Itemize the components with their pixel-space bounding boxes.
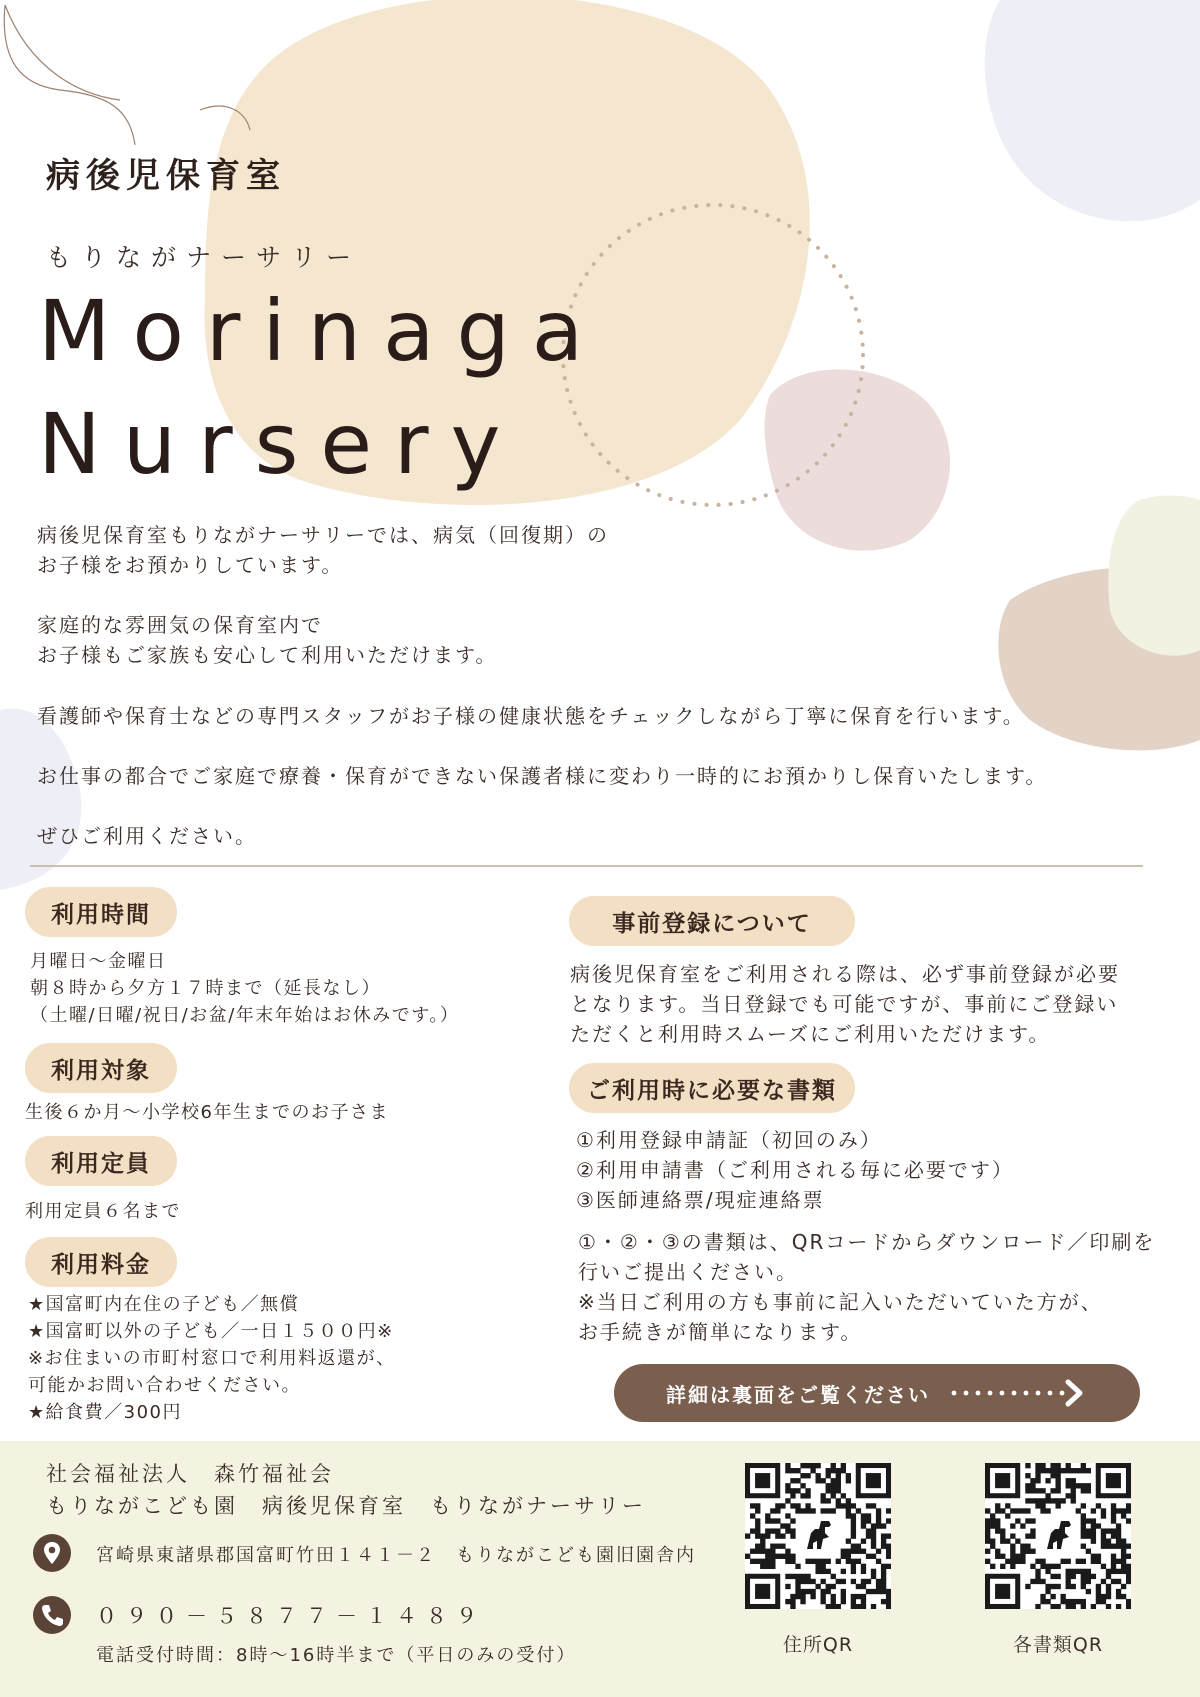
fee-line1: ★国富町内在住の子ども／無償: [28, 1294, 300, 1315]
registration-label: 事前登録について: [569, 896, 855, 946]
documents-note4: お手続きが簡単になります。: [578, 1320, 863, 1344]
phone-number: ０９０－５８７７－１４８９: [96, 1604, 486, 1628]
intro-p1-line1: 病後児保育室もりながナーサリーでは、病気（回復期）の: [37, 523, 609, 547]
lavender-blob-left: [0, 708, 81, 890]
capacity-line1: 利用定員６名まで: [25, 1201, 181, 1222]
documents-qr-label: 各書類QR: [1012, 1634, 1104, 1656]
documents-note2: 行いご提出ください。: [578, 1260, 798, 1284]
details-on-back-button[interactable]: [614, 1364, 1140, 1422]
documents-note3: ※当日ご利用の方も事前に記入いただいていた方が、: [578, 1290, 1103, 1314]
fee-line4: 可能かお問い合わせください。: [28, 1375, 301, 1396]
documents-item3: ③医師連絡票/現症連絡票: [576, 1188, 825, 1212]
fee-line3: ※お住まいの市町村窓口で利用料返還が、: [28, 1348, 396, 1369]
intro-p4: お仕事の都合でご家庭で療養・保育ができない保護者様に変わり一時的にお預かりし保育いたします。: [37, 764, 1048, 788]
documents-note1: ①・②・③の書類は、QRコードからダウンロード／印刷を: [578, 1230, 1156, 1254]
registration-line2: となります。当日登録でも可能ですが、事前にご登録い: [570, 992, 1119, 1016]
phone-icon: [33, 1596, 71, 1634]
arrow-right-icon: [948, 1378, 1098, 1408]
section-divider: [30, 865, 1143, 867]
thin-line: [4, 5, 135, 145]
phone-hours: 電話受付時間：8時～16時半まで（平日のみの受付）: [96, 1645, 577, 1666]
documents-label: ご利用時に必要な書類: [569, 1063, 855, 1113]
org-line1: 社会福祉法人 森竹福祉会: [46, 1462, 334, 1486]
address: 宮崎県東諸県郡国富町竹田１４１－２ もりながこども園旧園舎内: [96, 1545, 696, 1566]
cream-blob: [1108, 496, 1200, 656]
registration-line1: 病後児保育室をご利用される際は、必ず事前登録が必要: [570, 962, 1120, 986]
intro-p2-line1: 家庭的な雰囲気の保育室内で: [37, 613, 323, 637]
intro-p1-line2: お子様をお預かりしています。: [37, 553, 344, 577]
intro-p2-line2: お子様もご家族も安心して利用いただけます。: [37, 643, 498, 667]
title-english-line1: Morinaga: [38, 282, 606, 380]
pink-blob: [765, 369, 951, 550]
target-line1: 生後６か月～小学校6年生までのお子さま: [25, 1102, 389, 1123]
fee-line2: ★国富町以外の子ども／一日１５００円※: [28, 1321, 394, 1342]
documents-qr-code[interactable]: [985, 1463, 1131, 1609]
registration-line3: ただくと利用時スムーズにご利用いただけます。: [570, 1022, 1051, 1046]
hours-line1: 月曜日～金曜日: [30, 951, 167, 972]
hours-label: 利用時間: [25, 887, 177, 937]
hours-line2: 朝８時から夕方１７時まで（延長なし）: [30, 978, 381, 999]
title-english-line2: Nursery: [38, 395, 523, 493]
org-line2: もりながこども園 病後児保育室 もりながナーサリー: [46, 1494, 646, 1518]
intro-p3: 看護師や保育士などの専門スタッフがお子様の健康状態をチェックしながら丁寧に保育を行います。: [37, 704, 1025, 728]
documents-item2: ②利用申請書（ご利用される毎に必要です）: [576, 1158, 1014, 1182]
fee-line5: ★給食費／300円: [28, 1402, 182, 1423]
fee-label: 利用料金: [25, 1237, 177, 1287]
intro-p5: ぜひご利用ください。: [37, 824, 257, 848]
page-title: 病後児保育室: [46, 156, 286, 196]
hours-line3: （土曜/日曜/祝日/お盆/年末年始はお休みです。）: [30, 1005, 460, 1026]
capacity-label: 利用定員: [25, 1136, 177, 1186]
cta-label: 詳細は裏面をご覧ください: [666, 1382, 930, 1407]
address-qr-label: 住所QR: [782, 1634, 854, 1656]
address-qr-code[interactable]: [745, 1463, 891, 1609]
target-label: 利用対象: [25, 1043, 177, 1093]
documents-item1: ①利用登録申請証（初回のみ）: [576, 1128, 882, 1152]
page-subtitle-kana: もりながナーサリー: [46, 243, 362, 272]
map-pin-icon: [33, 1534, 71, 1572]
lavender-blob-top-right: [985, 0, 1200, 221]
